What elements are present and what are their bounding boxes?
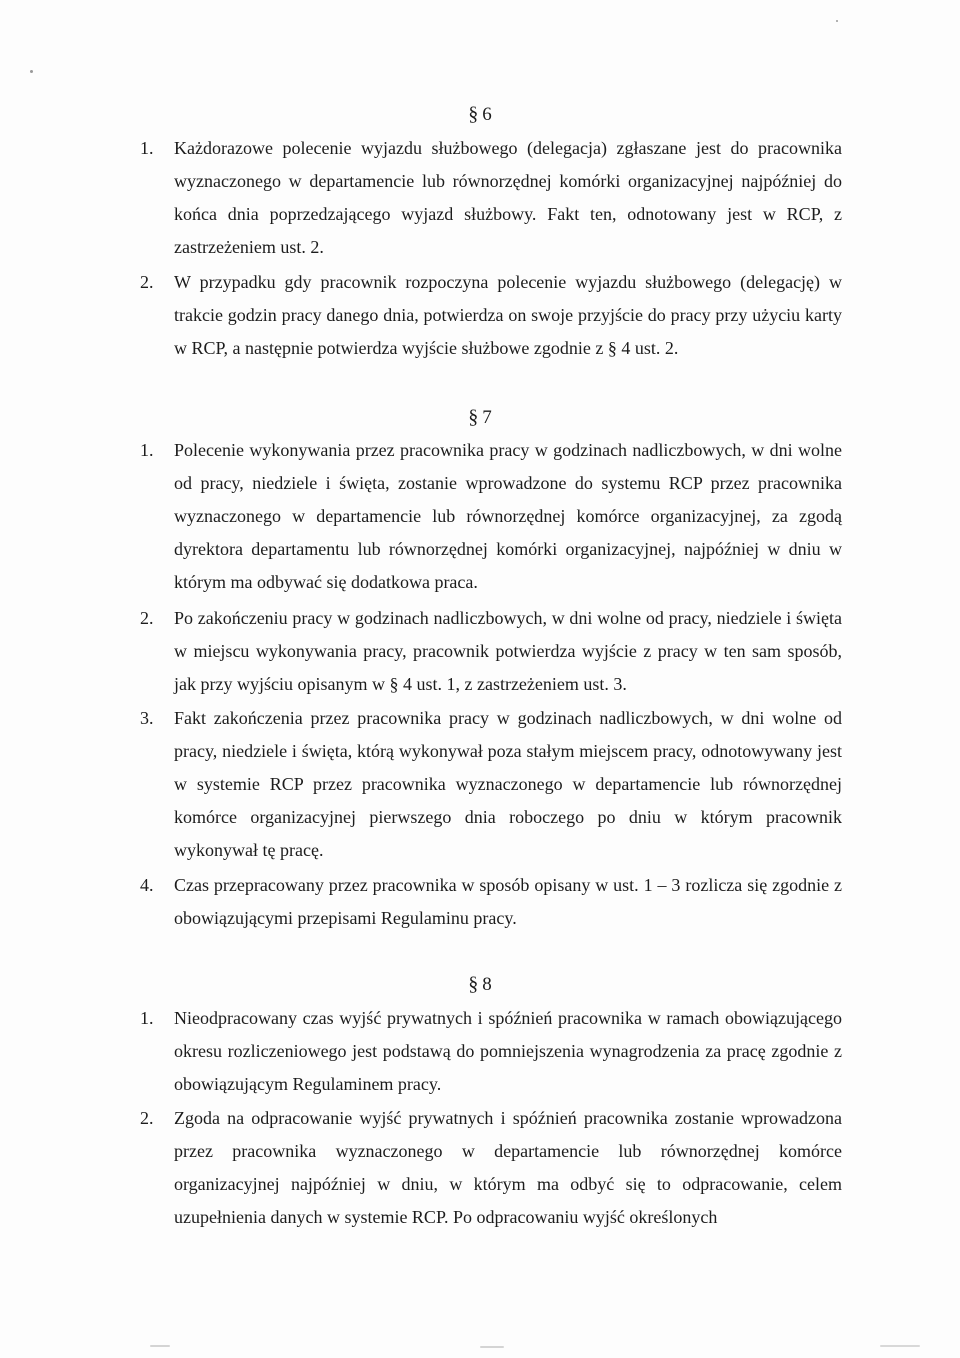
item-number: 2. bbox=[140, 1108, 154, 1128]
section-heading-6 bbox=[0, 102, 960, 127]
section-number: 7 bbox=[482, 407, 492, 428]
item-text: W przypadku gdy pracownik rozpoczyna polecenie wyjazdu służbowego (delegację) w trakcie godzin pracy danego dnia, potwierdza on swoje przyjście do pracy przy użyciu karty w RCP, a następnie potwierdza wyjście służbowe zgodnie z § 4 ust. 2. bbox=[174, 272, 842, 358]
item-text: Każdorazowe polecenie wyjazdu służbowego (delegacja) zgłaszane jest do pracownika wyznaczonego w departamencie lub równorzędnej komórki organizacyjnej najpóźniej do końca dnia poprzedzającego wyjazd służbowy. Fakt ten, odnotowany jest w RCP, z zastrzeżeniem ust. 2. bbox=[174, 138, 842, 257]
paragraph-7-1 bbox=[140, 434, 842, 599]
paragraph-6-2 bbox=[140, 266, 842, 365]
section-heading-8 bbox=[0, 972, 960, 997]
item-number: 3. bbox=[140, 708, 154, 728]
item-number: 4. bbox=[140, 875, 154, 895]
item-text: Po zakończeniu pracy w godzinach nadliczbowych, w dni wolne od pracy, niedziele i święta w miejscu wykonywania pracy, pracownik potwierdza wyjście z pracy w ten sam sposób, jak przy wyjściu opisanym w § 4 ust. 1, z zastrzeżeniem ust. 3. bbox=[174, 608, 842, 694]
section-sign: § bbox=[468, 406, 479, 428]
scan-speck bbox=[150, 1345, 170, 1347]
paragraph-7-4 bbox=[140, 869, 842, 935]
scan-speck bbox=[30, 70, 33, 73]
scan-speck bbox=[836, 20, 838, 22]
section-heading-7 bbox=[0, 405, 960, 430]
paragraph-8-1 bbox=[140, 1002, 842, 1101]
section-sign: § bbox=[468, 103, 479, 125]
section-number: 6 bbox=[482, 104, 492, 125]
scan-speck bbox=[480, 1346, 504, 1348]
item-text: Zgoda na odpracowanie wyjść prywatnych i spóźnień pracownika zostanie wprowadzona przez pracownika wyznaczonego w departamencie lub równorzędnej komórce organizacyjnej najpóźniej w dniu, w którym ma odbyć się to odpracowanie, celem uzupełnienia danych w systemie RCP. Po odpracowaniu wyjść określonych bbox=[174, 1108, 842, 1227]
scan-speck bbox=[880, 1345, 920, 1347]
section-number: 8 bbox=[482, 974, 492, 995]
item-text: Nieodpracowany czas wyjść prywatnych i spóźnień pracownika w ramach obowiązującego okresu rozliczeniowego jest podstawą do pomniejszenia wynagrodzenia za pracę zgodnie z obowiązującym Regulaminem pracy. bbox=[174, 1008, 842, 1094]
item-text: Czas przepracowany przez pracownika w sposób opisany w ust. 1 – 3 rozlicza się zgodnie z obowiązującymi przepisami Regulaminu pracy. bbox=[174, 875, 842, 928]
item-text: Polecenie wykonywania przez pracownika pracy w godzinach nadliczbowych, w dni wolne od pracy, niedziele i święta, zostanie wprowadzone do systemu RCP przez pracownika wyznaczonego w departamencie lub równorzędnej komórce organizacyjnej, za zgodą dyrektora departamentu lub równorzędnej komórki organizacyjnej, najpóźniej w dniu w którym ma odbywać się dodatkowa praca. bbox=[174, 440, 842, 592]
paragraph-6-1 bbox=[140, 132, 842, 264]
item-text: Fakt zakończenia przez pracownika pracy w godzinach nadliczbowych, w dni wolne od pracy, niedziele i święta, którą wykonywał poza stałym miejscem pracy, odnotowywany jest w systemie RCP przez pracownika wyznaczonego w departamencie lub równorzędnej komórce organizacyjnej pierwszego dnia roboczego po dniu w którym pracownik wykonywał tę pracę. bbox=[174, 708, 842, 860]
item-number: 2. bbox=[140, 608, 154, 628]
item-number: 1. bbox=[140, 138, 154, 158]
item-number: 1. bbox=[140, 440, 154, 460]
item-number: 2. bbox=[140, 272, 154, 292]
paragraph-7-2 bbox=[140, 602, 842, 701]
paragraph-8-2 bbox=[140, 1102, 842, 1234]
section-sign: § bbox=[468, 973, 479, 995]
item-number: 1. bbox=[140, 1008, 154, 1028]
paragraph-7-3 bbox=[140, 702, 842, 867]
